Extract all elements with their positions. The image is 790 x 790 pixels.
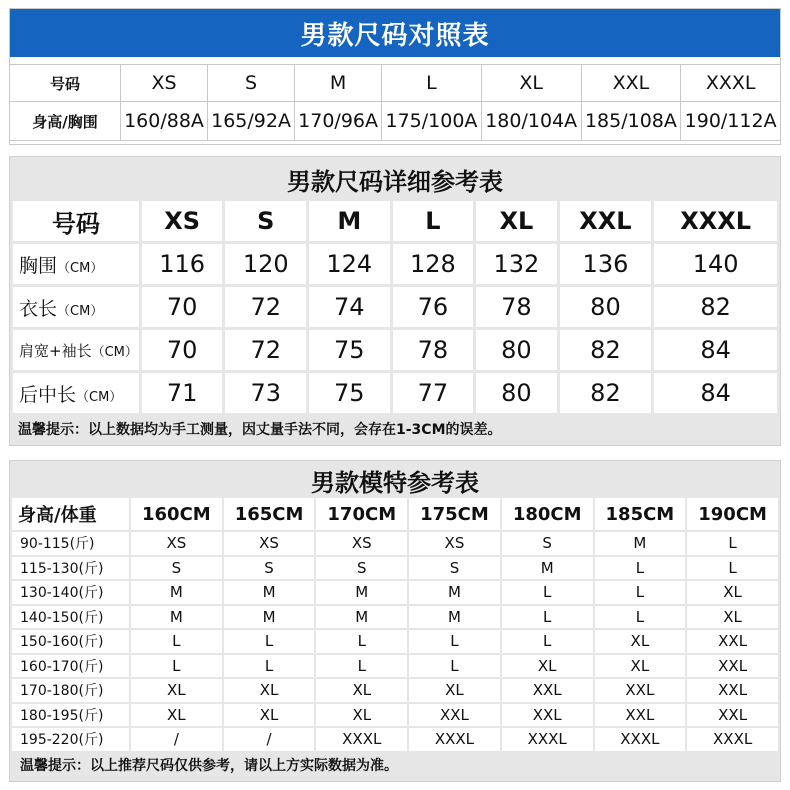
weight-label: 180-195(斤) bbox=[12, 704, 129, 727]
size-cell: M bbox=[309, 201, 390, 241]
height-chest-cell: 180/104A bbox=[482, 102, 582, 141]
size-cell: XL bbox=[687, 581, 778, 604]
size-cell: XL bbox=[316, 679, 407, 702]
size-cell: XL bbox=[476, 201, 557, 241]
shoulder-sleeve-row bbox=[13, 330, 777, 370]
weight-row bbox=[12, 532, 778, 555]
model-reference-table bbox=[10, 496, 780, 753]
size-cell: L bbox=[687, 532, 778, 555]
size-cell: XS bbox=[224, 532, 315, 555]
measure-cell: 77 bbox=[393, 373, 474, 413]
size-cell: XXL bbox=[595, 704, 686, 727]
measure-cell: 80 bbox=[476, 330, 557, 370]
detail-size-table bbox=[10, 198, 780, 416]
size-cell: XXL bbox=[687, 704, 778, 727]
size-cell: L bbox=[595, 581, 686, 604]
size-cell: M bbox=[502, 557, 593, 580]
measure-cell: 116 bbox=[142, 244, 223, 284]
measure-cell: 75 bbox=[309, 330, 390, 370]
size-cell: L bbox=[502, 581, 593, 604]
measure-cell: 72 bbox=[225, 287, 306, 327]
row-label: 肩宽+袖长（CM） bbox=[13, 330, 139, 370]
row-label: 衣长（CM） bbox=[13, 287, 139, 327]
weight-label: 170-180(斤) bbox=[12, 679, 129, 702]
size-cell: XXL bbox=[502, 679, 593, 702]
size-cell: M bbox=[409, 606, 500, 629]
height-cell: 185CM bbox=[595, 498, 686, 530]
measure-cell: 76 bbox=[393, 287, 474, 327]
measure-cell: 82 bbox=[560, 373, 652, 413]
weight-label: 150-160(斤) bbox=[12, 630, 129, 653]
chest-row bbox=[13, 244, 777, 284]
size-cell: S bbox=[502, 532, 593, 555]
measurement-note: 温馨提示：以上数据均为手工测量，因丈量手法不同，会存在1-3CM的误差。 bbox=[18, 422, 502, 438]
measure-cell: 73 bbox=[225, 373, 306, 413]
weight-row bbox=[12, 606, 778, 629]
size-cell: L bbox=[316, 655, 407, 678]
size-cell: L bbox=[131, 655, 222, 678]
height-chest-row bbox=[10, 102, 780, 141]
size-cell: XXXL bbox=[316, 728, 407, 751]
height-cell: 165CM bbox=[224, 498, 315, 530]
size-cell: XXL bbox=[409, 704, 500, 727]
measure-cell: 132 bbox=[476, 244, 557, 284]
detail-size-title: 男款尺码详细参考表 bbox=[287, 167, 503, 196]
recommendation-note: 温馨提示：以上推荐尺码仅供参考，请以上方实际数据为准。 bbox=[20, 758, 398, 774]
height-chest-label: 身高/胸围 bbox=[10, 102, 121, 141]
size-cell: XXL bbox=[560, 201, 652, 241]
size-cell: XL bbox=[131, 704, 222, 727]
size-cell: M bbox=[595, 532, 686, 555]
height-weight-label: 身高/体重 bbox=[12, 498, 129, 530]
size-cell: XS bbox=[316, 532, 407, 555]
detail-header-row bbox=[13, 201, 777, 241]
size-cell: XL bbox=[409, 679, 500, 702]
height-chest-cell: 160/88A bbox=[121, 102, 208, 141]
size-cell: XL bbox=[224, 679, 315, 702]
measure-cell: 120 bbox=[225, 244, 306, 284]
size-cell: XL bbox=[502, 655, 593, 678]
size-cell: XL bbox=[131, 679, 222, 702]
size-cell: XXL bbox=[687, 679, 778, 702]
measure-cell: 78 bbox=[393, 330, 474, 370]
height-cell: 170CM bbox=[316, 498, 407, 530]
weight-label: 140-150(斤) bbox=[12, 606, 129, 629]
size-cell: M bbox=[131, 606, 222, 629]
size-cell: XS bbox=[121, 64, 208, 102]
row-label: 胸围（CM） bbox=[13, 244, 139, 284]
weight-row bbox=[12, 655, 778, 678]
weight-row bbox=[12, 728, 778, 751]
size-cell: S bbox=[316, 557, 407, 580]
size-cell: XL bbox=[687, 606, 778, 629]
size-chart-title: 男款尺码对照表 bbox=[10, 9, 780, 57]
measure-cell: 78 bbox=[476, 287, 557, 327]
measure-cell: 71 bbox=[142, 373, 223, 413]
size-cell: XXL bbox=[502, 704, 593, 727]
size-cell: XL bbox=[224, 704, 315, 727]
size-cell: XL bbox=[595, 630, 686, 653]
size-cell: XL bbox=[595, 655, 686, 678]
size-cell: L bbox=[393, 201, 474, 241]
measure-cell: 80 bbox=[560, 287, 652, 327]
size-header-row bbox=[10, 64, 780, 102]
model-reference-section bbox=[9, 460, 781, 782]
size-cell: XXXL bbox=[681, 64, 780, 102]
height-cell: 160CM bbox=[131, 498, 222, 530]
size-cell: S bbox=[225, 201, 306, 241]
size-cell: XXXL bbox=[654, 201, 777, 241]
weight-row bbox=[12, 679, 778, 702]
size-cell: / bbox=[224, 728, 315, 751]
size-cell: L bbox=[409, 630, 500, 653]
length-row bbox=[13, 287, 777, 327]
weight-row bbox=[12, 704, 778, 727]
measure-cell: 75 bbox=[309, 373, 390, 413]
weight-label: 115-130(斤) bbox=[12, 557, 129, 580]
measure-cell: 84 bbox=[654, 373, 777, 413]
height-cell: 175CM bbox=[409, 498, 500, 530]
weight-label: 195-220(斤) bbox=[12, 728, 129, 751]
size-cell: L bbox=[502, 630, 593, 653]
measure-cell: 140 bbox=[654, 244, 777, 284]
height-chest-cell: 170/96A bbox=[295, 102, 382, 141]
height-cell: 190CM bbox=[687, 498, 778, 530]
size-cell: M bbox=[224, 581, 315, 604]
detail-size-section bbox=[9, 156, 781, 446]
size-header-label: 号码 bbox=[10, 64, 121, 102]
row-label: 后中长（CM） bbox=[13, 373, 139, 413]
size-cell: S bbox=[224, 557, 315, 580]
size-cell: L bbox=[595, 557, 686, 580]
size-cell: XXL bbox=[687, 655, 778, 678]
size-cell: L bbox=[382, 64, 482, 102]
size-cell: XL bbox=[316, 704, 407, 727]
weight-label: 130-140(斤) bbox=[12, 581, 129, 604]
size-cell: XL bbox=[482, 64, 582, 102]
size-cell: XS bbox=[142, 201, 223, 241]
measure-cell: 72 bbox=[225, 330, 306, 370]
weight-label: 160-170(斤) bbox=[12, 655, 129, 678]
detail-header-label: 号码 bbox=[13, 201, 139, 241]
measure-cell: 82 bbox=[560, 330, 652, 370]
weight-label: 90-115(斤) bbox=[12, 532, 129, 555]
measure-cell: 70 bbox=[142, 330, 223, 370]
size-cell: M bbox=[316, 581, 407, 604]
size-cell: S bbox=[131, 557, 222, 580]
measure-cell: 82 bbox=[654, 287, 777, 327]
size-cell: L bbox=[502, 606, 593, 629]
measure-cell: 74 bbox=[309, 287, 390, 327]
size-cell: M bbox=[295, 64, 382, 102]
measure-cell: 70 bbox=[142, 287, 223, 327]
height-chest-cell: 165/92A bbox=[208, 102, 295, 141]
size-cell: XXL bbox=[687, 630, 778, 653]
weight-row bbox=[12, 630, 778, 653]
size-cell: XS bbox=[409, 532, 500, 555]
size-cell: XXXL bbox=[502, 728, 593, 751]
size-cell: S bbox=[409, 557, 500, 580]
measure-cell: 84 bbox=[654, 330, 777, 370]
size-chart-table bbox=[10, 64, 780, 141]
size-cell: XXXL bbox=[595, 728, 686, 751]
size-cell: L bbox=[687, 557, 778, 580]
size-cell: M bbox=[131, 581, 222, 604]
size-cell: / bbox=[131, 728, 222, 751]
weight-row bbox=[12, 557, 778, 580]
size-cell: M bbox=[409, 581, 500, 604]
size-cell: XXL bbox=[595, 679, 686, 702]
size-cell: M bbox=[224, 606, 315, 629]
size-cell: XXXL bbox=[687, 728, 778, 751]
size-cell: L bbox=[224, 630, 315, 653]
size-cell: S bbox=[208, 64, 295, 102]
measure-cell: 80 bbox=[476, 373, 557, 413]
size-cell: L bbox=[131, 630, 222, 653]
measure-cell: 128 bbox=[393, 244, 474, 284]
size-chart-section bbox=[9, 8, 781, 145]
size-cell: L bbox=[595, 606, 686, 629]
size-cell: L bbox=[224, 655, 315, 678]
height-cell: 180CM bbox=[502, 498, 593, 530]
measure-cell: 124 bbox=[309, 244, 390, 284]
model-reference-title: 男款模特参考表 bbox=[311, 468, 479, 497]
size-cell: L bbox=[409, 655, 500, 678]
height-chest-cell: 185/108A bbox=[582, 102, 682, 141]
size-cell: XXL bbox=[582, 64, 682, 102]
height-chest-cell: 175/100A bbox=[382, 102, 482, 141]
weight-row bbox=[12, 581, 778, 604]
height-chest-cell: 190/112A bbox=[681, 102, 780, 141]
back-length-row bbox=[13, 373, 777, 413]
size-cell: M bbox=[316, 606, 407, 629]
height-header-row bbox=[12, 498, 778, 530]
size-cell: XS bbox=[131, 532, 222, 555]
measure-cell: 136 bbox=[560, 244, 652, 284]
size-cell: L bbox=[316, 630, 407, 653]
size-cell: XXXL bbox=[409, 728, 500, 751]
